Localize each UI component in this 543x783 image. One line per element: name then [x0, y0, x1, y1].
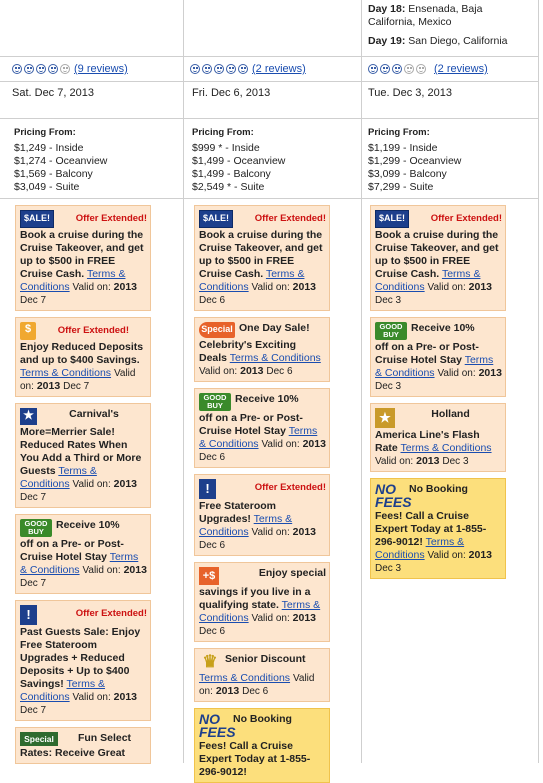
offer-card [194, 388, 330, 468]
terms-link[interactable]: Terms & Conditions [375, 536, 465, 561]
offer-card [370, 205, 506, 311]
offer-body: Fees! Call a Cruise Expert Today at 1-855-296-9012! [199, 740, 311, 778]
valid-date: Dec 6 [266, 366, 293, 377]
itinerary-area [362, 0, 538, 57]
offer-body: off on a Pre- or Post-Cruise Hotel Stay [375, 341, 479, 366]
terms-link[interactable]: Terms & Conditions [375, 354, 494, 379]
terms-link[interactable]: Terms & Conditions [229, 352, 321, 364]
exclamation-badge-icon: ! [20, 605, 37, 625]
terms-link[interactable]: Terms & Conditions [199, 268, 305, 293]
cruise-column-2 [184, 0, 362, 778]
itinerary-day-label: Day 18: [368, 3, 406, 15]
valid-on-label: Valid on: [82, 565, 121, 576]
exclamation-badge-icon: ! [199, 479, 216, 499]
dollar-badge-icon: $ [20, 322, 36, 340]
valid-year: 2013 [113, 691, 138, 703]
offer-card [370, 403, 506, 472]
terms-link[interactable]: Terms & Conditions [199, 672, 291, 684]
terms-link[interactable]: Terms & Conditions [199, 513, 293, 538]
itinerary-day [368, 3, 532, 29]
rating-smiley-icon [368, 64, 378, 74]
reviews-link[interactable]: (2 reviews) [434, 63, 488, 75]
pricing-label: Pricing From: [14, 127, 76, 138]
offer-extended-label: Offer Extended! [75, 608, 147, 619]
offer-body: Book a cruise during the Cruise Takeover, and get up to $500 in FREE Cruise Cash. [20, 229, 144, 280]
valid-year: 2013 [302, 438, 326, 450]
offer-card [15, 727, 151, 764]
itinerary-day [368, 35, 532, 48]
valid-year: 2013 [36, 380, 61, 392]
valid-date: Dec 6 [199, 295, 226, 306]
offer-body: Book a cruise during the Cruise Takeover, and get up to $500 in FREE Cruise Cash. [375, 229, 499, 280]
valid-on-label: Valid on: [251, 282, 290, 293]
valid-on-label: Valid on: [72, 479, 111, 490]
offer-title: No Booking [233, 713, 292, 725]
good-buy-badge-icon: GOOD BUY [199, 393, 231, 411]
terms-link[interactable]: Terms & Conditions [20, 465, 97, 490]
sail-date: Tue. Dec 3, 2013 [362, 82, 538, 119]
offer-card [15, 317, 151, 397]
offer-card [15, 205, 151, 311]
cruise-column-3 [362, 0, 539, 763]
terms-link[interactable]: Terms & Conditions [20, 678, 106, 703]
valid-year: 2013 [123, 564, 147, 576]
terms-link[interactable]: Terms & Conditions [20, 551, 139, 576]
valid-year: 2013 [113, 281, 138, 293]
valid-date: Dec 7 [20, 705, 47, 716]
pricing-block [0, 119, 183, 199]
valid-on-label: Valid on: [251, 613, 290, 624]
valid-on-label: Valid on: [427, 550, 466, 561]
valid-on-label: Valid on: [72, 282, 111, 293]
offer-title: Senior Discount [225, 653, 306, 665]
rating-smiley-icon [392, 64, 402, 74]
valid-date: Dec 3 [375, 381, 402, 392]
sale-badge-icon: $ALE! [20, 210, 54, 228]
price-suite: $3,049 - Suite [14, 181, 80, 193]
valid-date: Dec 7 [63, 381, 90, 392]
rating-smiley-empty-icon [404, 64, 414, 74]
terms-link[interactable]: Terms & Conditions [20, 367, 112, 379]
rating-smiley-icon [238, 64, 248, 74]
itinerary-day-label: Day 19: [368, 35, 406, 47]
offer-body: off on a Pre- or Post-Cruise Hotel Stay [20, 538, 124, 563]
itinerary-place: San Diego, California [408, 35, 508, 47]
price-inside: $1,199 - Inside [368, 142, 438, 154]
offer-body: Enjoy Reduced Deposits and up to $400 Savings. [20, 341, 144, 366]
sail-date: Fri. Dec 6, 2013 [184, 82, 361, 119]
rating-smiley-icon [190, 64, 200, 74]
no-fees-badge-icon: NO FEES [199, 711, 236, 740]
offer-title: One Day Sale! [239, 322, 310, 334]
offer-title: No Booking [409, 483, 468, 495]
valid-on-label: Valid on: [437, 368, 476, 379]
valid-on-label: Valid on: [199, 366, 238, 377]
sail-date: Sat. Dec 7, 2013 [0, 82, 183, 119]
valid-year: 2013 [468, 281, 493, 293]
offer-extended-label: Offer Extended! [75, 213, 147, 224]
offer-card [370, 317, 506, 397]
offer-body: savings if you live in a qualifying state. [199, 586, 311, 611]
valid-date: Dec 7 [20, 295, 47, 306]
cruise-column-1 [0, 0, 184, 763]
plus-dollar-badge-icon: +$ [199, 567, 219, 585]
offer-title: Carnival's [69, 408, 119, 420]
valid-date: Dec 7 [20, 492, 47, 503]
terms-link[interactable]: Terms & Conditions [20, 268, 126, 293]
offer-body: Book a cruise during the Cruise Takeover, and get up to $500 in FREE Cruise Cash. [199, 229, 323, 280]
offer-card [15, 600, 151, 721]
valid-on-label: Valid on: [375, 456, 414, 467]
offer-title: Receive 10% [235, 393, 299, 405]
price-inside: $1,249 - Inside [14, 142, 84, 154]
offer-extended-label: Offer Extended! [254, 213, 326, 224]
price-balcony: $1,569 - Balcony [14, 168, 93, 180]
offers-list [0, 199, 183, 764]
offer-card [194, 205, 330, 311]
valid-on-label: Valid on: [427, 282, 466, 293]
good-buy-badge-icon: GOOD BUY [375, 322, 407, 340]
valid-on-label: Valid on: [20, 368, 136, 392]
terms-link[interactable]: Terms & Conditions [400, 442, 492, 454]
valid-date: Dec 6 [199, 452, 226, 463]
valid-year: 2013 [478, 367, 502, 379]
offer-body: off on a Pre- or Post-Cruise Hotel Stay [199, 412, 303, 437]
rating-smiley-icon [36, 64, 46, 74]
valid-on-label: Valid on: [261, 439, 300, 450]
valid-year: 2013 [416, 455, 440, 467]
price-balcony: $3,099 - Balcony [368, 168, 447, 180]
rating-smiley-empty-icon [416, 64, 426, 74]
rating-smiley-empty-icon [60, 64, 70, 74]
price-oceanview: $1,299 - Oceanview [368, 155, 462, 167]
offer-body: More=Merrier Sale! Reduced Rates When You Add a Third or More Guests [20, 426, 142, 477]
offer-title: Receive 10% [411, 322, 475, 334]
price-inside: $999 * - Inside [192, 142, 260, 154]
offer-extended-label: Offer Extended! [430, 213, 502, 224]
rating-smiley-icon [202, 64, 212, 74]
reviews-link[interactable]: (2 reviews) [252, 63, 306, 75]
offers-list [184, 199, 361, 783]
price-suite: $7,299 - Suite [368, 181, 434, 193]
offers-list [362, 199, 538, 579]
valid-date: Dec 6 [199, 540, 226, 551]
price-oceanview: $1,499 - Oceanview [192, 155, 286, 167]
valid-year: 2013 [215, 685, 240, 697]
offer-body: America Line's Flash Rate [375, 429, 480, 454]
offer-body: Fees! Call a Cruise Expert Today at 1-855-296-9012! [375, 510, 487, 548]
crown-badge-icon: ♛ [202, 652, 218, 671]
valid-year: 2013 [113, 478, 138, 490]
valid-date: Dec 3 [375, 563, 402, 574]
star-badge-icon: ★ [375, 408, 395, 428]
star-badge-icon: ★ [20, 408, 37, 425]
rating-smiley-icon [226, 64, 236, 74]
pricing-block [362, 119, 538, 199]
valid-on-label: Valid on: [251, 527, 290, 538]
itinerary-area [0, 0, 183, 57]
offer-extended-label: Offer Extended! [57, 325, 129, 336]
rating-smiley-icon [24, 64, 34, 74]
offer-card [15, 403, 151, 508]
itinerary-area [184, 0, 361, 57]
offer-title: Fun Select [77, 732, 132, 744]
sale-badge-icon: $ALE! [375, 210, 409, 228]
offer-title: Receive 10% [56, 519, 120, 531]
no-fees-badge-icon: NO FEES [375, 481, 412, 510]
offer-title: Holland [431, 408, 470, 420]
price-balcony: $1,499 - Balcony [192, 168, 271, 180]
good-buy-badge-icon: GOOD BUY [20, 519, 52, 537]
price-suite: $2,549 * - Suite [192, 181, 265, 193]
special-badge-icon: Special [20, 732, 58, 746]
sale-badge-icon: $ALE! [199, 210, 233, 228]
terms-link[interactable]: Terms & Conditions [199, 425, 318, 450]
pricing-block [184, 119, 361, 199]
price-oceanview: $1,274 - Oceanview [14, 155, 108, 167]
rating-smiley-icon [214, 64, 224, 74]
valid-year: 2013 [292, 526, 317, 538]
rating-row [184, 57, 361, 82]
reviews-link[interactable]: (9 reviews) [74, 63, 128, 75]
offer-card [194, 474, 330, 556]
offer-body: Past Guests Sale: Enjoy Free Stateroom Upgrades + Reduced Deposits + Up to $400 Savings! [20, 626, 141, 690]
offer-body: Free Stateroom Upgrades! [199, 500, 277, 525]
pricing-label: Pricing From: [192, 127, 254, 138]
valid-date: Dec 7 [20, 578, 47, 589]
valid-year: 2013 [240, 365, 264, 377]
terms-link[interactable]: Terms & Conditions [199, 599, 321, 624]
rating-row [362, 57, 538, 82]
valid-date: Dec 3 [375, 295, 402, 306]
pricing-label: Pricing From: [368, 127, 430, 138]
valid-date: Dec 6 [199, 626, 226, 637]
terms-link[interactable]: Terms & Conditions [375, 268, 481, 293]
valid-year: 2013 [292, 281, 317, 293]
special-badge-icon: Special [199, 322, 235, 338]
offer-card [370, 478, 506, 579]
offer-title: Enjoy special [258, 567, 326, 579]
offer-card [15, 514, 151, 594]
offer-card [194, 708, 330, 783]
valid-date: Dec 6 [242, 686, 269, 697]
offer-card [194, 317, 330, 382]
rating-smiley-icon [12, 64, 22, 74]
rating-smiley-icon [380, 64, 390, 74]
offer-extended-label: Offer Extended! [254, 482, 326, 493]
rating-row [0, 57, 183, 82]
offer-card [194, 648, 330, 702]
offer-body: Celebrity's Exciting Deals [199, 339, 297, 364]
valid-on-label: Valid on: [199, 673, 315, 697]
itinerary-list [362, 0, 538, 48]
valid-date: Dec 3 [442, 456, 469, 467]
offer-body: Rates: Receive Great [20, 747, 126, 759]
valid-year: 2013 [468, 549, 493, 561]
valid-year: 2013 [292, 612, 317, 624]
itinerary-place: Ensenada, Baja California, Mexico [368, 3, 483, 28]
offer-card [194, 562, 330, 642]
rating-smiley-icon [48, 64, 58, 74]
valid-on-label: Valid on: [72, 692, 111, 703]
